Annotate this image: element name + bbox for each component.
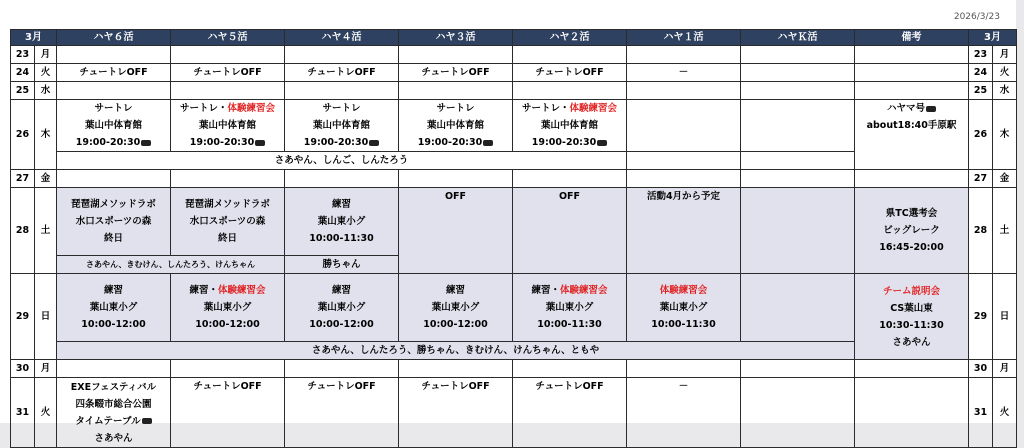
cell-haya2: チュートレOFF <box>513 64 627 82</box>
weekday: 月 <box>35 360 57 378</box>
cell-haya5: チュートレOFF <box>171 64 285 82</box>
bus-icon <box>597 140 607 146</box>
cell-haya5: サートレ・体験練習会 葉山中体育館 19:00-20:30 <box>171 100 285 152</box>
weekday: 金 <box>35 170 57 188</box>
table-row <box>11 100 1017 152</box>
cell-haya3: 練習 葉山東小グ 10:00-12:00 <box>399 274 513 342</box>
weekday: 火 <box>993 378 1017 448</box>
cell-haya3: OFF <box>399 188 513 274</box>
header-haya3: ハヤ３活 <box>399 30 513 46</box>
weekday: 土 <box>993 188 1017 274</box>
table-row <box>11 46 1017 64</box>
day-number: 28 <box>969 188 993 274</box>
weekday: 日 <box>35 274 57 360</box>
cell-haya1: － <box>627 378 741 448</box>
cell-notes: チーム説明会 CS葉山東 10:30-11:30 さあやん <box>855 274 969 360</box>
header-row <box>11 30 1017 46</box>
weekday: 日 <box>993 274 1017 360</box>
day-number: 25 <box>969 82 993 100</box>
weekday: 火 <box>35 378 57 448</box>
header-haya4: ハヤ４活 <box>285 30 399 46</box>
bus-icon <box>142 418 152 424</box>
bus-icon <box>483 140 493 146</box>
cell-notes: 県TC選考会 ビッグレーク 16:45-20:00 <box>855 188 969 274</box>
day-number: 26 <box>11 100 35 170</box>
day-number: 23 <box>11 46 35 64</box>
cell-haya2: OFF <box>513 188 627 274</box>
table-row <box>11 360 1017 378</box>
weekday: 月 <box>993 46 1017 64</box>
cell-haya5: チュートレOFF <box>171 378 285 448</box>
weekday: 月 <box>993 360 1017 378</box>
day-number: 31 <box>11 378 35 448</box>
day-number: 29 <box>969 274 993 360</box>
cell-haya2: チュートレOFF <box>513 378 627 448</box>
cell-haya6: チュートレOFF <box>57 64 171 82</box>
bus-icon <box>926 106 936 112</box>
cell-haya1: 体験練習会 葉山東小グ 10:00-11:30 <box>627 274 741 342</box>
document-date: 2026/3/23 <box>953 12 1000 22</box>
cell-haya4: チュートレOFF <box>285 64 399 82</box>
cell-notes: ハヤマ号 about18:40手原駅 <box>855 100 969 170</box>
cell-haya4: 練習 葉山東小グ 10:00-12:00 <box>285 274 399 342</box>
header-haya2: ハヤ２活 <box>513 30 627 46</box>
cell-haya3: チュートレOFF <box>399 378 513 448</box>
day-number: 28 <box>11 188 35 274</box>
header-month-left: 3月 <box>11 30 57 46</box>
day-number: 27 <box>11 170 35 188</box>
table-row <box>11 170 1017 188</box>
header-hayak: ハヤＫ活 <box>741 30 855 46</box>
cell-haya1: 活動4月から予定 <box>627 188 741 274</box>
schedule-table <box>10 29 1017 448</box>
day-number: 30 <box>969 360 993 378</box>
cell-haya6: 琵琶湖メソッドラボ 水口スポーツの森 終日 <box>57 188 171 256</box>
header-month-right: 3月 <box>969 30 1017 46</box>
attendees: さあやん、きむけん、しんたろう、けんちゃん <box>57 256 285 274</box>
weekday: 水 <box>35 82 57 100</box>
header-haya6: ハヤ６活 <box>57 30 171 46</box>
cell-haya5: 練習・体験練習会 葉山東小グ 10:00-12:00 <box>171 274 285 342</box>
cell-haya2: サートレ・体験練習会 葉山中体育館 19:00-20:30 <box>513 100 627 152</box>
attendees: さあやん、しんご、しんたろう <box>57 152 627 170</box>
day-number: 31 <box>969 378 993 448</box>
cell-haya3: チュートレOFF <box>399 64 513 82</box>
attendees: さあやん、しんたろう、勝ちゃん、きむけん、けんちゃん、ともや <box>57 342 855 360</box>
day-number: 26 <box>969 100 993 170</box>
day-number: 25 <box>11 82 35 100</box>
bus-icon <box>141 140 151 146</box>
header-notes: 備考 <box>855 30 969 46</box>
header-haya1: ハヤ１活 <box>627 30 741 46</box>
cell-haya5: 琵琶湖メソッドラボ 水口スポーツの森 終日 <box>171 188 285 256</box>
cell-haya6: 練習 葉山東小グ 10:00-12:00 <box>57 274 171 342</box>
table-row <box>11 188 1017 256</box>
attendees: 勝ちゃん <box>285 256 399 274</box>
day-number: 27 <box>969 170 993 188</box>
cell-haya3: サートレ 葉山中体育館 19:00-20:30 <box>399 100 513 152</box>
weekday: 月 <box>35 46 57 64</box>
day-number: 24 <box>11 64 35 82</box>
weekday: 水 <box>993 82 1017 100</box>
table-row <box>11 64 1017 82</box>
day-number: 24 <box>969 64 993 82</box>
table-row <box>11 378 1017 448</box>
weekday: 火 <box>35 64 57 82</box>
cell-haya1: － <box>627 64 741 82</box>
bus-icon <box>369 140 379 146</box>
day-number: 29 <box>11 274 35 360</box>
cell-haya4: サートレ 葉山中体育館 19:00-20:30 <box>285 100 399 152</box>
cell-haya6: EXEフェスティバル 四条畷市総合公園 タイムテーブル さあやん <box>57 378 171 448</box>
weekday: 土 <box>35 188 57 274</box>
cell-haya2: 練習・体験練習会 葉山東小グ 10:00-11:30 <box>513 274 627 342</box>
weekday: 金 <box>993 170 1017 188</box>
bus-icon <box>255 140 265 146</box>
weekday: 火 <box>993 64 1017 82</box>
day-number: 23 <box>969 46 993 64</box>
day-number: 30 <box>11 360 35 378</box>
cell-haya6: サートレ 葉山中体育館 19:00-20:30 <box>57 100 171 152</box>
cell-haya4: 練習 葉山東小グ 10:00-11:30 <box>285 188 399 256</box>
cell-haya4: チュートレOFF <box>285 378 399 448</box>
weekday: 木 <box>993 100 1017 170</box>
table-row <box>11 82 1017 100</box>
table-row <box>11 274 1017 342</box>
weekday: 木 <box>35 100 57 170</box>
header-haya5: ハヤ５活 <box>171 30 285 46</box>
